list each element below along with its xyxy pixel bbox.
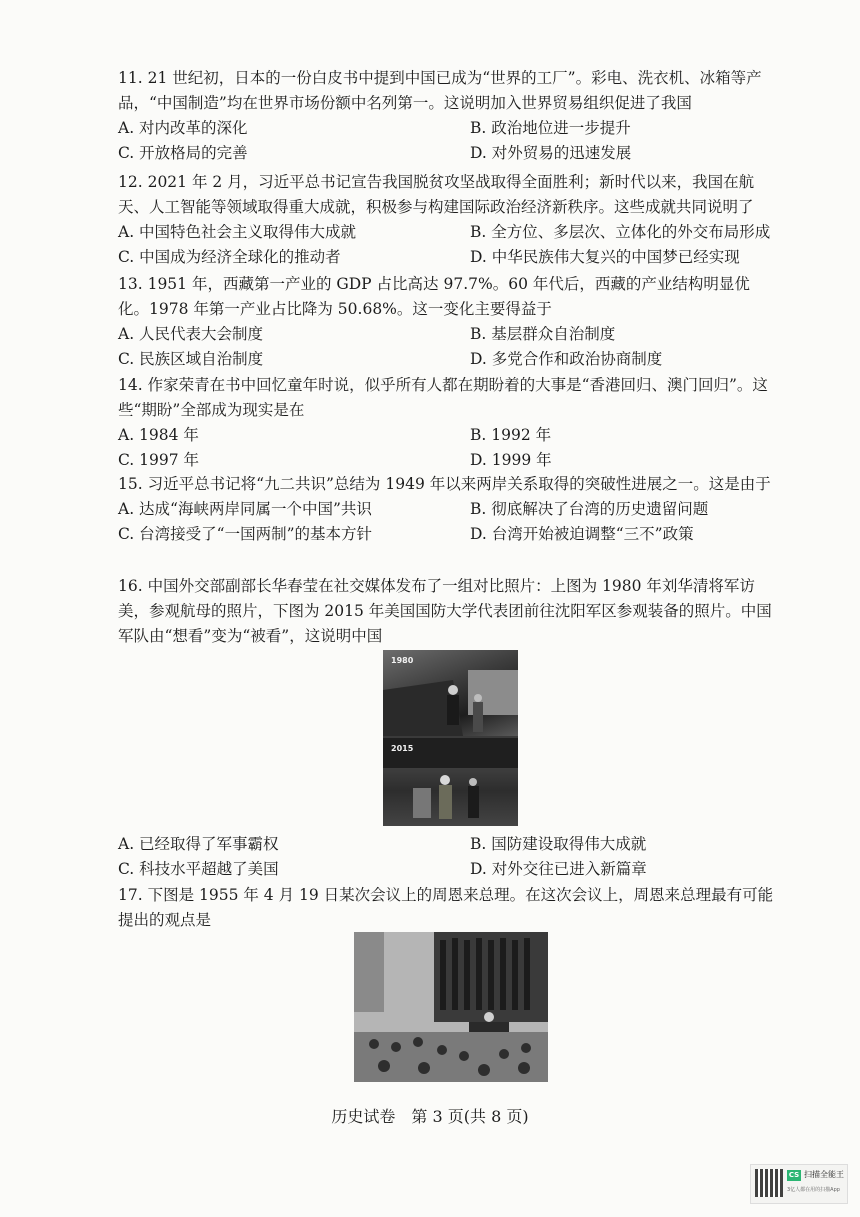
question-stem: 13. 1951 年，西藏第一产业的 GDP 占比高达 97.7%。60 年代后，西藏的产业结构明显优化。1978 年第一产业占比降为 50.68%。这一变化主要得益于 [118,275,750,318]
photo-year-2015: 2015 [391,744,414,753]
page-footer: 历史试卷 第 3 页(共 8 页) [331,1107,529,1126]
option-a: A. 已经取得了军事霸权 [118,835,279,853]
question-stem: 12. 2021 年 2 月，习近平总书记宣告我国脱贫攻坚战取得全面胜利；新时代以来，我国在航天、人工智能等领域取得重大成就，积极参与构建国际政治经济新秩序。这些成就共同说明了 [118,173,755,216]
option-b: B. 全方位、多层次、立体化的外交布局形成 [470,223,771,241]
option-a: A. 人民代表大会制度 [118,325,264,343]
option-b: B. 政治地位进一步提升 [470,119,631,137]
option-c: C. 中国成为经济全球化的推动者 [118,248,341,266]
conference-scene [354,932,548,1082]
question-13 [118,272,778,372]
question-stem: 17. 下图是 1955 年 4 月 19 日某次会议上的周恩来总理。在这次会议上，周恩来总理最有可能提出的观点是 [118,886,774,929]
scanner-brand: 扫描全能王 [804,1170,844,1179]
question-15 [118,472,778,547]
option-d: D. 1999 年 [470,451,552,469]
scanner-badge: CS [788,1171,800,1179]
scanner-tagline: 3亿人都在用的扫描App [787,1187,840,1193]
qr-code-icon [755,1169,783,1197]
question-stem: 15. 习近平总书记将“九二共识”总结为 1949 年以来两岸关系取得的突破性进展之一。这是由于 [118,475,771,493]
option-a: A. 1984 年 [118,426,199,444]
option-c: C. 1997 年 [118,451,200,469]
option-b: B. 彻底解决了台湾的历史遗留问题 [470,500,709,518]
option-a: A. 对内改革的深化 [118,119,248,137]
photo-year-1980: 1980 [391,656,414,665]
conference-photo [354,932,548,1082]
option-c: C. 科技水平超越了美国 [118,860,279,878]
photo-2015 [383,738,518,826]
option-b: B. 1992 年 [470,426,552,444]
comparison-photo [383,650,518,826]
option-b: B. 基层群众自治制度 [470,325,616,343]
option-c: C. 台湾接受了“一国两制”的基本方针 [118,525,373,543]
question-stem: 11. 21 世纪初，日本的一份白皮书中提到中国已成为“世界的工厂”。彩电、洗衣机、冰箱等产品，“中国制造”均在世界市场份额中名列第一。这说明加入世界贸易组织促进了我国 [118,69,762,112]
question-16 [118,574,778,649]
option-d: D. 对外贸易的迅速发展 [470,144,632,162]
question-12 [118,170,778,270]
option-c: C. 民族区域自治制度 [118,350,264,368]
question-stem: 14. 作家荣青在书中回忆童年时说，似乎所有人都在期盼着的大事是“香港回归、澳门回归”。这些“期盼”全部成为现实是在 [118,376,768,419]
option-d: D. 台湾开始被迫调整“三不”政策 [470,525,694,543]
option-d: D. 对外交往已进入新篇章 [470,860,647,878]
option-d: D. 多党合作和政治协商制度 [470,350,663,368]
question-stem: 16. 中国外交部副部长华春莹在社交媒体发布了一组对比照片：上图为 1980 年刘华清将军访美，参观航母的照片，下图为 2015 年美国国防大学代表团前往沈阳军区参观装备的照片。中国军队由“想看”变为“被看”，这说明中国 [118,577,772,645]
option-d: D. 中华民族伟大复兴的中国梦已经实现 [470,248,740,266]
option-a: A. 达成“海峡两岸同属一个中国”共识 [118,500,372,518]
option-a: A. 中国特色社会主义取得伟大成就 [118,223,357,241]
scanner-watermark [750,1164,848,1204]
photo-1980 [383,650,518,736]
question-17 [118,883,778,933]
question-14 [118,373,778,473]
question-16-options [118,832,778,882]
option-c: C. 开放格局的完善 [118,144,248,162]
option-b: B. 国防建设取得伟大成就 [470,835,647,853]
question-11 [118,66,778,166]
